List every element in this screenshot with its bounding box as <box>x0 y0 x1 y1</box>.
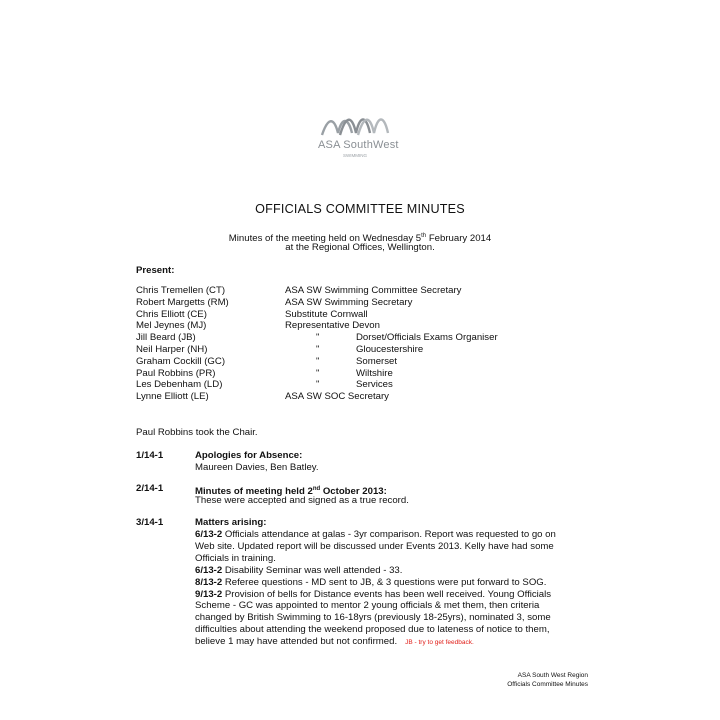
document-title: OFFICIALS COMMITTEE MINUTES <box>255 202 465 216</box>
attendee-role: ASA SW Swimming Committee Secretary <box>285 285 462 296</box>
item-heading: Minutes of meeting held 2nd October 2013: <box>195 486 387 498</box>
matters-line <box>195 612 551 624</box>
attendee-role: Somerset <box>356 355 398 367</box>
item-number: 3/14-1 <box>136 517 164 528</box>
matters-text: Scheme - GC was appointed to mentor 2 young officials & met them, then criteria <box>195 600 540 612</box>
meeting-line: Minutes of the meeting held on Wednesday 5th February 2014 <box>228 233 492 245</box>
attendee-name: Lynne Elliott (LE) <box>136 391 209 403</box>
attendee-name: Mel Jeynes (MJ) <box>136 320 207 332</box>
item-heading: Matters arising: <box>195 517 267 528</box>
matters-text: Officials in training. <box>195 552 276 564</box>
attendee-name: Graham Cockill (GC) <box>136 355 226 367</box>
minute-ref: 6/13-2 <box>195 564 223 576</box>
matters-text: changed by British Swimming to 16-18yrs (previously 18-25yrs), nominated 3, some <box>195 612 551 624</box>
matters-line <box>195 589 551 601</box>
attendee-name: Chris Elliott (CE) <box>136 308 207 320</box>
matters-text: Provision of bells for Distance events has been well received. Young Officials <box>222 588 552 600</box>
attendee-name: Robert Margetts (RM) <box>136 296 229 308</box>
matters-line <box>195 541 554 553</box>
attendee-name: Les Debenham (LD) <box>136 379 223 391</box>
item-number: 1/14-1 <box>136 450 164 461</box>
logo-name: ASA SouthWest <box>318 139 399 151</box>
attendee-name: Paul Robbins (PR) <box>136 367 216 379</box>
attendee-role: Wiltshire <box>356 367 393 379</box>
attendee-name: Chris Tremellen (CT) <box>136 285 226 296</box>
matters-text: Officials attendance at galas - 3yr comparison. Report was requested to go on <box>222 529 556 540</box>
attendee-role: Dorset/Officials Exams Organiser <box>356 332 498 344</box>
matters-line <box>195 600 539 612</box>
ditto-mark: " <box>316 332 320 344</box>
minute-ref: 6/13-2 <box>195 529 223 540</box>
ditto-mark: " <box>316 367 320 379</box>
attendee-role: Services <box>356 379 393 391</box>
attendee-role: ASA SW SOC Secretary <box>285 391 389 403</box>
footer-doc: Officials Committee Minutes <box>507 681 588 688</box>
item-text: These were accepted and signed as a true record. <box>195 495 409 506</box>
present-label: Present: <box>136 265 175 276</box>
attendee-role: Gloucestershire <box>356 344 424 355</box>
matters-line <box>195 529 556 541</box>
item-heading: Apologies for Absence: <box>195 450 303 461</box>
attendee-name: Neil Harper (NH) <box>136 344 208 355</box>
matters-line <box>195 565 402 577</box>
matters-text: believe 1 may have attended but not confirmed. <box>195 636 398 648</box>
ditto-mark: " <box>316 355 320 367</box>
red-action-note: JB - try to get feedback. <box>405 639 474 647</box>
matters-text: Disability Seminar was well attended - 33. <box>222 564 403 576</box>
matters-text: Referee questions - MD sent to JB, & 3 questions were put forward to SOG. <box>222 576 547 588</box>
attendee-role: ASA SW Swimming Secretary <box>285 296 413 308</box>
matters-line <box>195 553 276 565</box>
attendee-role: Representative Devon <box>285 320 380 332</box>
matters-text: difficulties about attending the weekend proposed due to lateness of notice to them, <box>195 624 550 636</box>
venue-line: at the Regional Offices, Wellington. <box>285 242 435 253</box>
matters-text: Web site. Updated report will be discussed under Events 2013. Kelly have had some <box>195 540 554 552</box>
attendee-name: Jill Beard (JB) <box>136 332 196 344</box>
item-text: Maureen Davies, Ben Batley. <box>195 462 319 473</box>
logo-sub: SWIMMING <box>343 153 367 158</box>
ditto-mark: " <box>316 379 320 391</box>
minute-ref: 9/13-2 <box>195 588 223 600</box>
ditto-mark: " <box>316 344 320 355</box>
matters-line <box>195 624 550 636</box>
attendee-role: Substitute Cornwall <box>285 308 368 320</box>
chair-line: Paul Robbins took the Chair. <box>136 427 258 438</box>
item-number: 2/14-1 <box>136 483 164 494</box>
footer-region: ASA South West Region <box>517 672 588 679</box>
matters-line <box>195 636 474 649</box>
matters-line <box>195 577 546 589</box>
minute-ref: 8/13-2 <box>195 576 223 588</box>
